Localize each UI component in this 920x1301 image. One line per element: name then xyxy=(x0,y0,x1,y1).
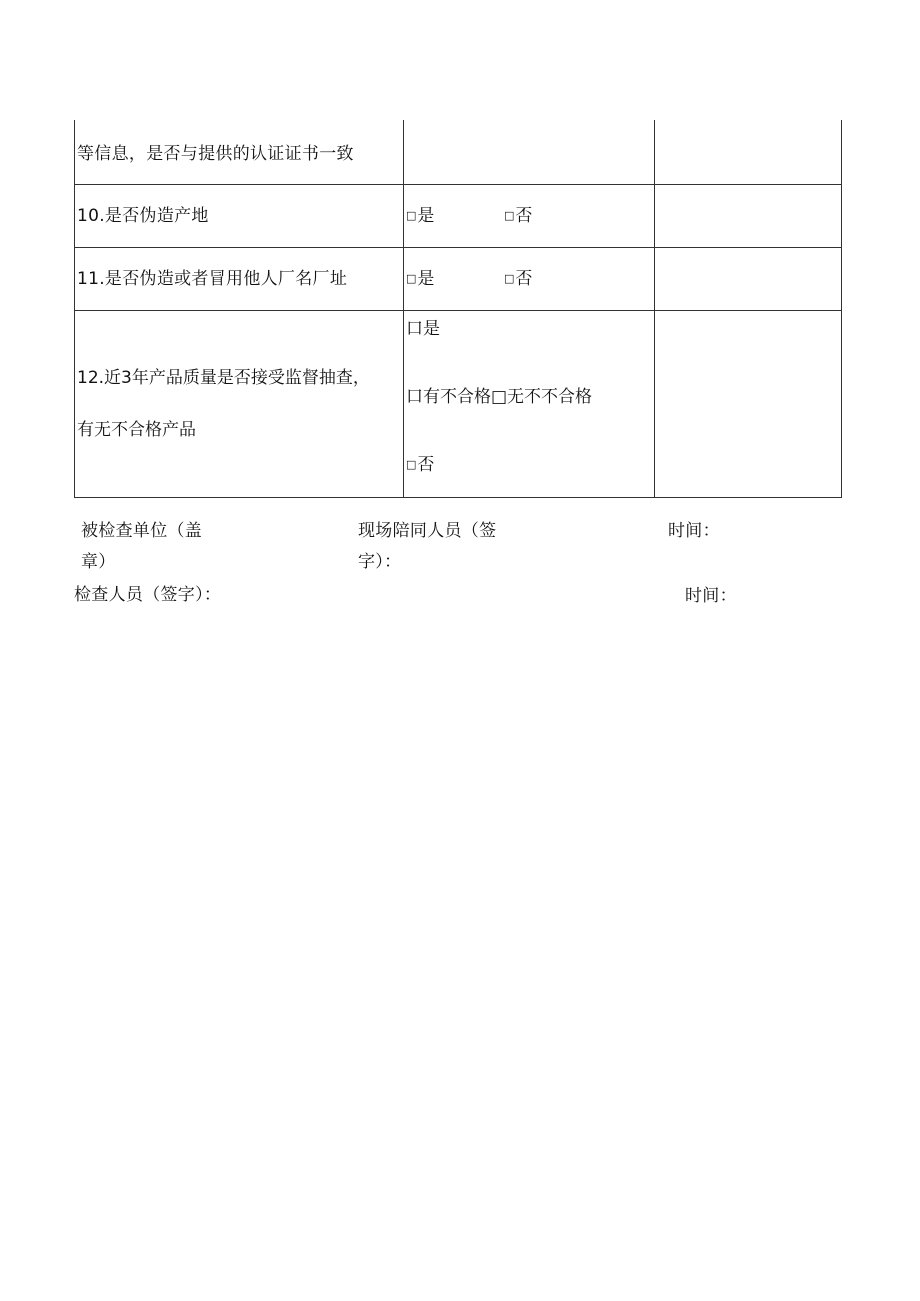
item-text-line-2: 有无不合格产品 xyxy=(77,420,196,440)
result-cell xyxy=(404,311,655,498)
yes-option[interactable] xyxy=(406,204,434,228)
item-text: 11.是否伪造或者冒用他人厂名厂址 xyxy=(77,269,348,289)
inspector-signature-label: 检查人员（签字）： xyxy=(74,585,222,605)
no-option[interactable] xyxy=(504,267,532,291)
item-cell xyxy=(75,248,404,311)
yes-label: 是 xyxy=(417,269,435,289)
no-label: 否 xyxy=(417,455,435,475)
time-label: 时间： xyxy=(668,521,720,541)
inspected-unit-label: 被检查单位（盖 xyxy=(81,521,203,541)
item-cell xyxy=(75,185,404,248)
result-cell xyxy=(404,185,655,248)
item-text-line-1: 12.近3年产品质量是否接受监督抽查， xyxy=(77,368,370,388)
item-cell xyxy=(75,311,404,498)
table-row xyxy=(75,248,842,311)
table-row xyxy=(75,120,842,185)
accompanying-person-label-cont: 字）： xyxy=(358,552,402,572)
yes-label: 是 xyxy=(417,206,435,226)
yes-option[interactable] xyxy=(406,267,434,291)
accompanying-person-label: 现场陪同人员（签 xyxy=(358,521,497,541)
note-cell[interactable] xyxy=(655,248,842,311)
result-cell xyxy=(404,248,655,311)
item-cell xyxy=(75,120,404,185)
inspected-unit-label-cont: 章） xyxy=(81,552,116,572)
yes-option[interactable]: 口是 xyxy=(406,319,440,339)
unqualified-options[interactable]: 口有不合格□无不不合格 xyxy=(406,387,593,407)
checkbox-icon[interactable]: □ xyxy=(504,272,515,285)
item-text: 等信息，是否与提供的认证证书一致 xyxy=(77,144,354,164)
table-row xyxy=(75,185,842,248)
checkbox-icon[interactable]: □ xyxy=(406,209,417,222)
table-row xyxy=(75,311,842,498)
checkbox-icon[interactable]: □ xyxy=(406,458,417,471)
item-text xyxy=(75,366,403,442)
checkbox-icon[interactable]: □ xyxy=(406,272,417,285)
checkbox-icon[interactable]: □ xyxy=(504,209,515,222)
no-option[interactable] xyxy=(406,453,434,477)
no-option[interactable] xyxy=(504,204,532,228)
item-text: 10.是否伪造产地 xyxy=(77,206,209,226)
inspection-checklist-table xyxy=(74,120,842,498)
note-cell[interactable] xyxy=(655,120,842,185)
note-cell[interactable] xyxy=(655,311,842,498)
note-cell[interactable] xyxy=(655,185,842,248)
time-label: 时间： xyxy=(685,586,737,606)
no-label: 否 xyxy=(515,269,533,289)
no-label: 否 xyxy=(515,206,533,226)
result-cell[interactable] xyxy=(404,120,655,185)
